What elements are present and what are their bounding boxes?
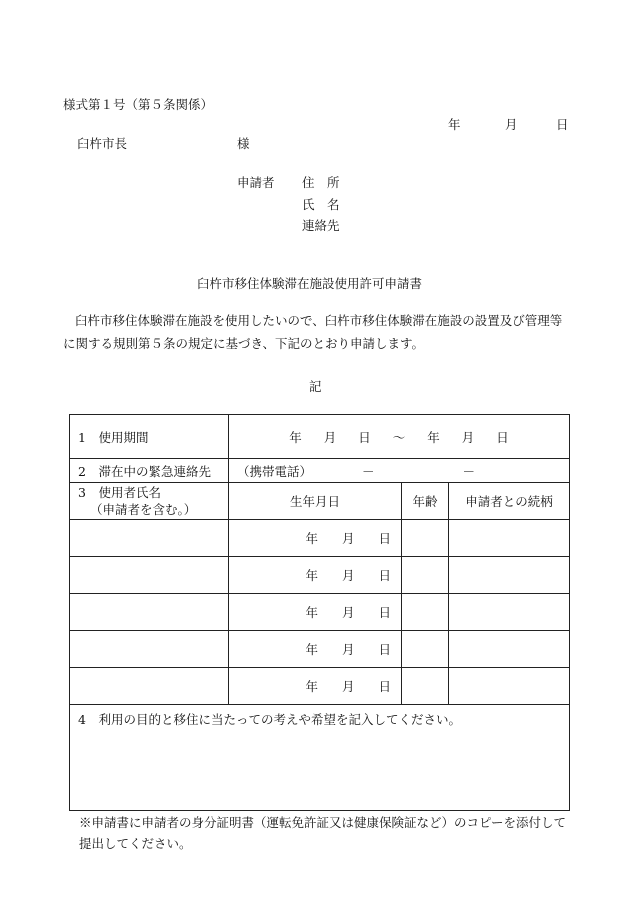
- period-end-day: 日: [496, 429, 509, 445]
- user-row: [70, 594, 570, 631]
- application-table: [69, 414, 570, 811]
- period-start-day: 日: [358, 429, 371, 445]
- birth-year-label: 年: [305, 679, 318, 694]
- user-birthdate-cell[interactable]: [229, 557, 402, 594]
- birth-day-label: 日: [378, 605, 391, 620]
- purpose-field[interactable]: [70, 705, 570, 811]
- addressee: 臼杵市長: [77, 136, 128, 151]
- user-row: [70, 631, 570, 668]
- body-paragraph: 臼杵市移住体験滞在施設を使用したいので、臼杵市移住体験滞在施設の設置及び管理等に関する規則第５条の規定に基づき、下記のとおり申請します。: [63, 313, 563, 351]
- user-birthdate-cell[interactable]: [229, 631, 402, 668]
- user-relation-cell[interactable]: [449, 594, 570, 631]
- user-name-cell[interactable]: [70, 520, 229, 557]
- user-age-cell[interactable]: [402, 668, 449, 705]
- period-field[interactable]: [229, 415, 570, 459]
- purpose-label: 4 利用の目的と移住に当たっての考えや希望を記入してください。: [78, 712, 461, 727]
- user-name-cell[interactable]: [70, 631, 229, 668]
- user-row: [70, 668, 570, 705]
- birth-year-label: 年: [305, 605, 318, 620]
- emergency-dash-1: －: [362, 463, 375, 479]
- user-relation-cell[interactable]: [449, 557, 570, 594]
- user-age-cell[interactable]: [402, 520, 449, 557]
- user-birthdate-cell[interactable]: [229, 668, 402, 705]
- col-age-header: 年齢: [402, 483, 449, 520]
- date-day-label: 日: [556, 117, 569, 132]
- birth-day-label: 日: [378, 531, 391, 546]
- col-birthdate-header: 生年月日: [229, 483, 402, 520]
- period-tilde: ～: [392, 429, 406, 445]
- birth-day-label: 日: [378, 568, 391, 583]
- period-end-month: 月: [461, 429, 475, 445]
- birth-month-label: 月: [341, 605, 355, 620]
- applicant-label: 申請者: [237, 175, 275, 190]
- emergency-mobile-label: （携帯電話）: [237, 463, 313, 479]
- period-end-year: 年: [427, 429, 440, 445]
- user-relation-cell[interactable]: [449, 668, 570, 705]
- emergency-row: [70, 459, 570, 483]
- birth-month-label: 月: [341, 679, 355, 694]
- purpose-row: [70, 705, 570, 811]
- users-label-line2: （申請者を含む。）: [90, 502, 197, 517]
- user-relation-cell[interactable]: [449, 520, 570, 557]
- user-name-cell[interactable]: [70, 557, 229, 594]
- name-label: 氏 名: [302, 197, 340, 212]
- user-age-cell[interactable]: [402, 557, 449, 594]
- user-age-cell[interactable]: [402, 631, 449, 668]
- birth-month-label: 月: [341, 531, 355, 546]
- user-name-cell[interactable]: [70, 594, 229, 631]
- users-label: [70, 483, 229, 520]
- document-title: 臼杵市移住体験滞在施設使用許可申請書: [197, 276, 423, 291]
- emergency-field[interactable]: [229, 459, 570, 483]
- address-label: 住 所: [302, 175, 340, 190]
- emergency-label: 2 滞在中の緊急連絡先: [70, 459, 229, 483]
- footnote: ※申請書に申請者の身分証明書（運転免許証又は健康保険証など）のコピーを添付して提出してください。: [79, 815, 567, 851]
- birth-day-label: 日: [378, 642, 391, 657]
- period-start-year: 年: [289, 429, 302, 445]
- ki-heading: 記: [309, 379, 322, 394]
- date-year-label: 年: [448, 117, 461, 132]
- birth-year-label: 年: [305, 568, 318, 583]
- user-birthdate-cell[interactable]: [229, 594, 402, 631]
- period-row: [70, 415, 570, 459]
- emergency-dash-2: －: [462, 463, 476, 479]
- birth-month-label: 月: [341, 642, 355, 657]
- user-birthdate-cell[interactable]: [229, 520, 402, 557]
- users-label-line1: 3 使用者氏名: [78, 485, 161, 500]
- period-start-month: 月: [323, 429, 337, 445]
- col-relation-header: 申請者との続柄: [449, 483, 570, 520]
- date-month-label: 月: [505, 117, 518, 132]
- users-header-row: [70, 483, 570, 520]
- user-relation-cell[interactable]: [449, 631, 570, 668]
- honorific: 様: [237, 136, 250, 151]
- period-label: 1 使用期間: [70, 415, 229, 459]
- birth-year-label: 年: [305, 642, 318, 657]
- user-row: [70, 520, 570, 557]
- user-row: [70, 557, 570, 594]
- birth-month-label: 月: [341, 568, 355, 583]
- user-age-cell[interactable]: [402, 594, 449, 631]
- user-name-cell[interactable]: [70, 668, 229, 705]
- birth-year-label: 年: [305, 531, 318, 546]
- birth-day-label: 日: [378, 679, 391, 694]
- form-number: 様式第１号（第５条関係）: [63, 97, 214, 112]
- contact-label: 連絡先: [302, 218, 340, 233]
